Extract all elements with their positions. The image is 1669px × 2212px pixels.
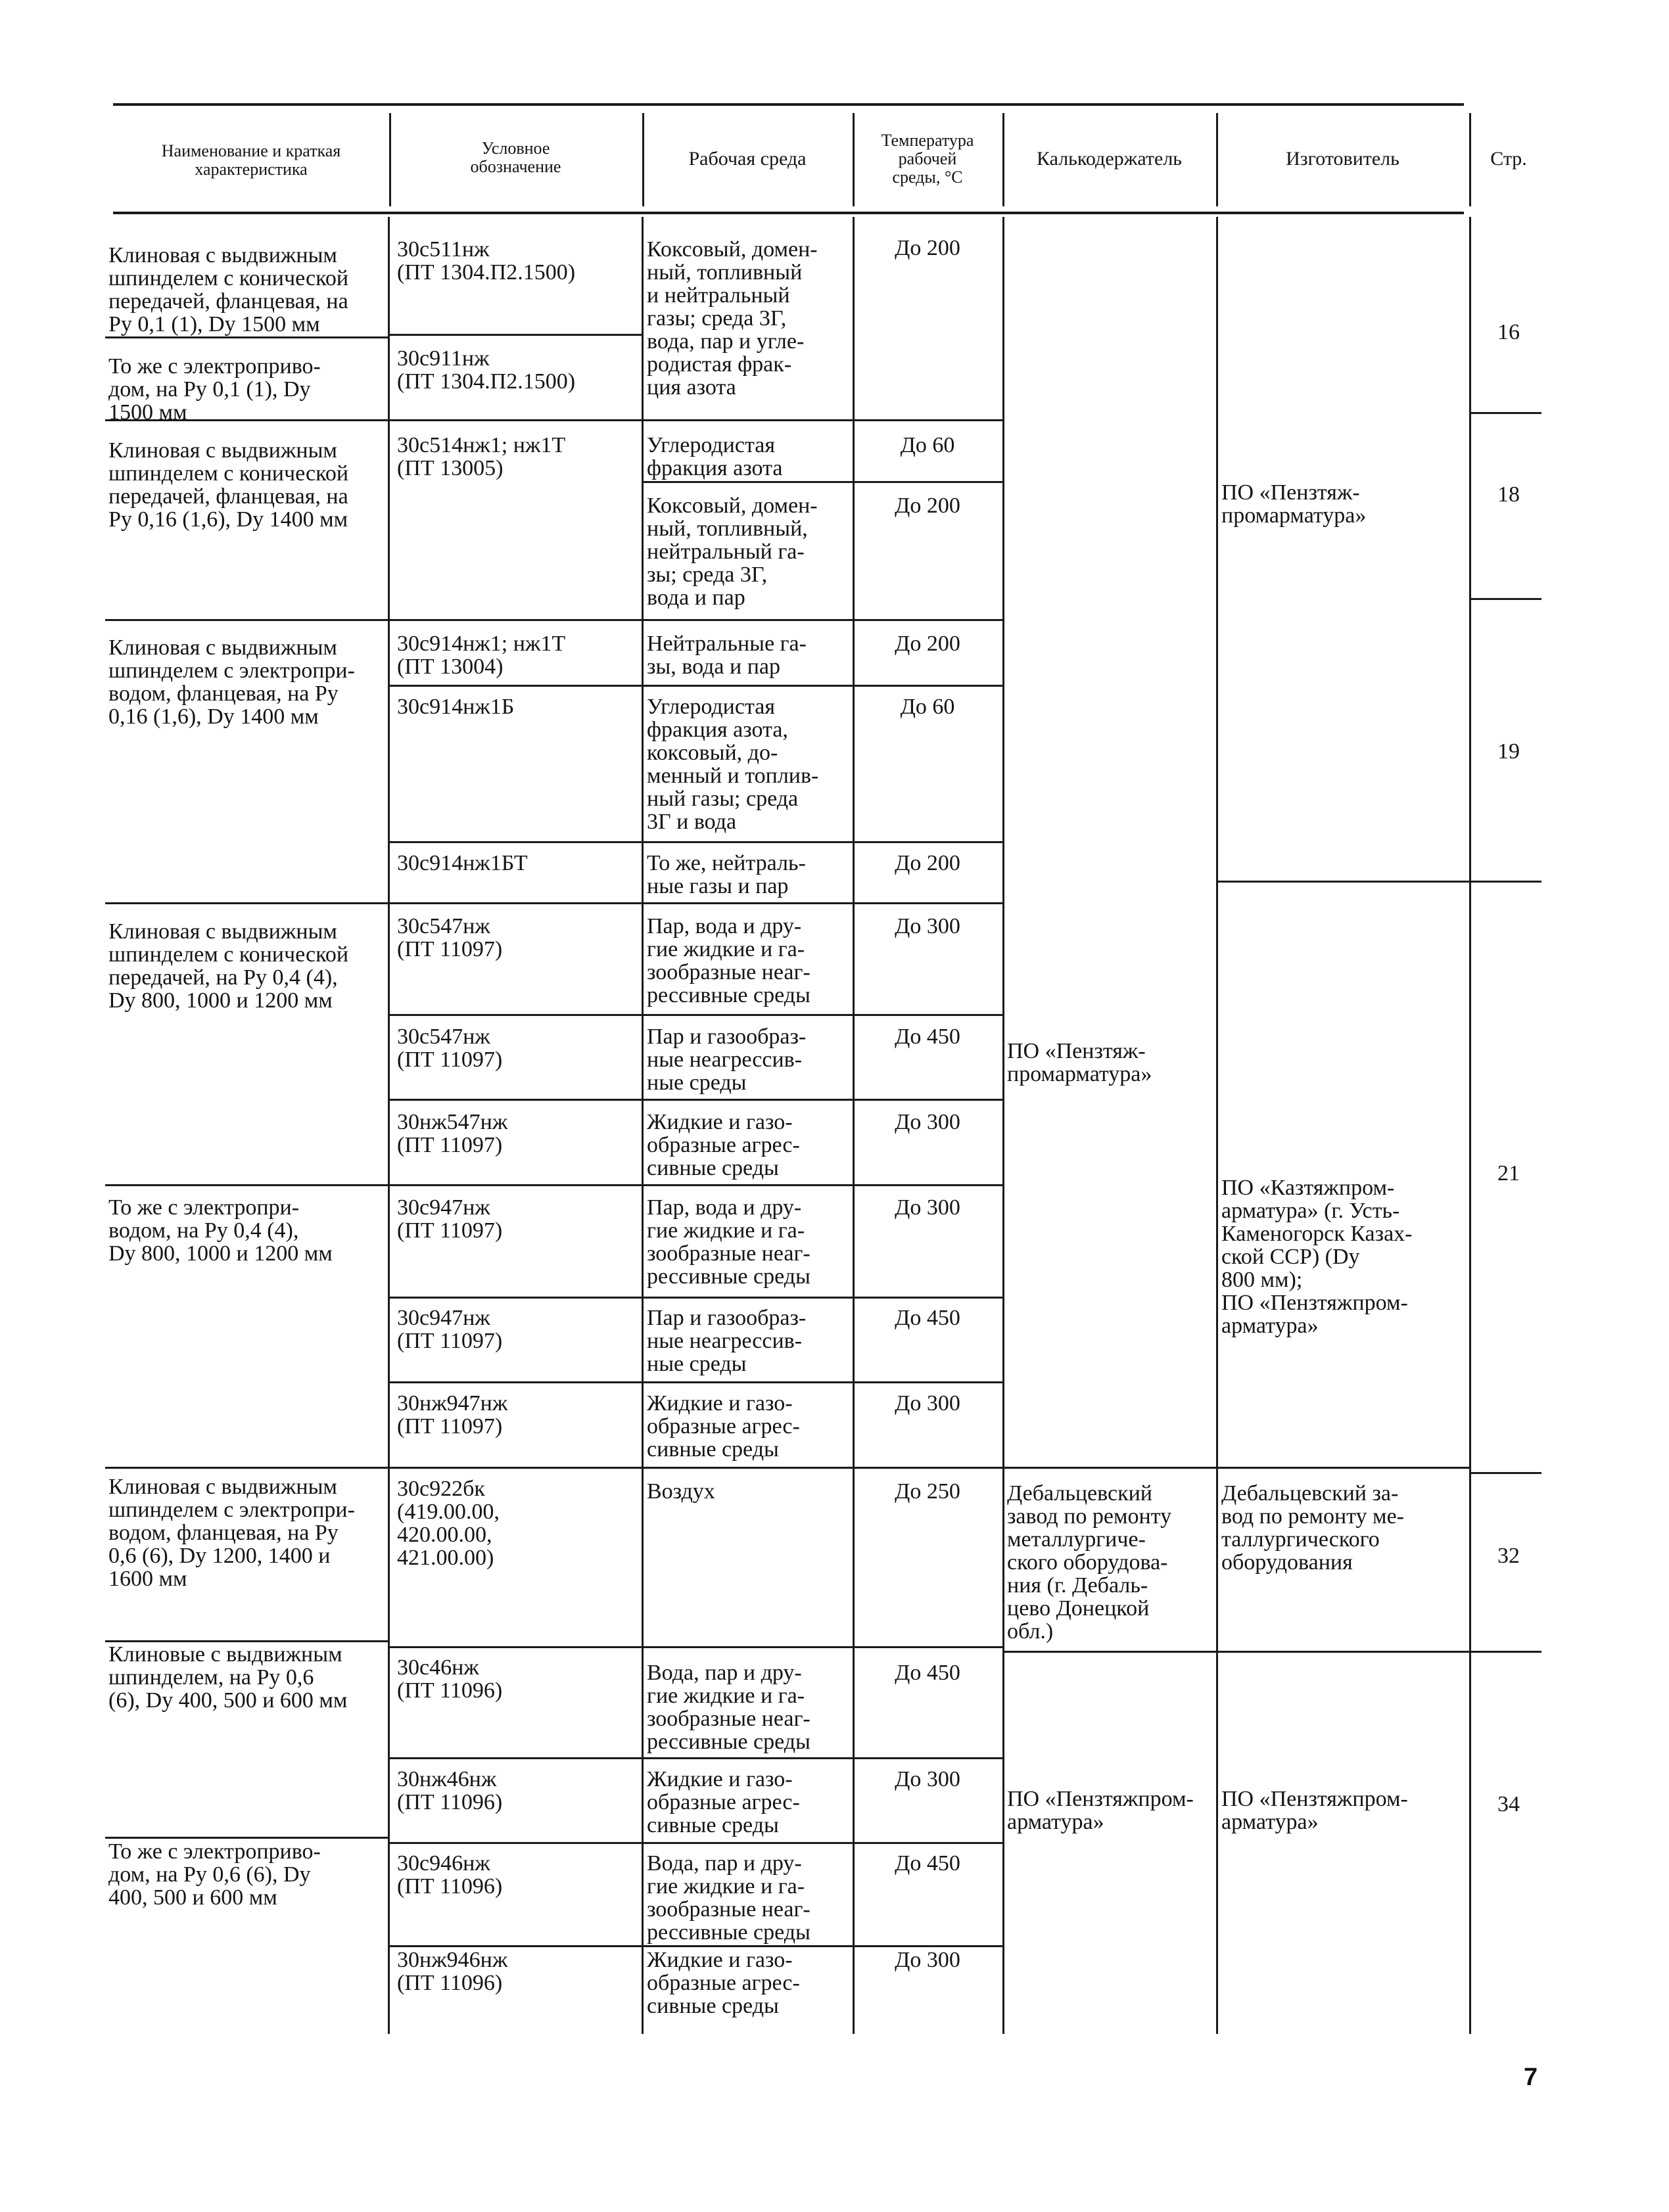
temperature: До 450 xyxy=(895,1306,960,1330)
working-medium: Углеродистая фракция азота, коксовый, до- менный и топлив- ный газы; среда 3Г и вода xyxy=(647,695,819,834)
row-divider xyxy=(642,1842,853,1844)
row-divider xyxy=(853,1014,1002,1016)
row-divider xyxy=(853,1381,1002,1383)
working-medium: Жидкие и газо- образные агрес- сивные среды xyxy=(647,1391,800,1462)
row-divider xyxy=(642,1646,853,1648)
row-divider xyxy=(853,902,1002,904)
working-medium: Пар, вода и дру- гие жидкие и га- зообразные неаг- рессивные среды xyxy=(647,914,811,1007)
temperature: До 60 xyxy=(900,433,955,457)
row-divider xyxy=(1469,1651,1541,1653)
page-ref: 32 xyxy=(1497,1544,1520,1568)
designation: 30с947нж (ПТ 11097) xyxy=(397,1195,503,1243)
designation: 30с46нж (ПТ 11096) xyxy=(397,1655,503,1703)
row-divider xyxy=(388,1646,642,1648)
row-divider xyxy=(642,1945,853,1947)
working-medium: Пар, вода и дру- гие жидкие и га- зообразные неаг- рессивные среды xyxy=(647,1195,811,1289)
page-ref: 21 xyxy=(1497,1161,1520,1186)
design-holder: ПО «Пензтяжпром- арматура» xyxy=(1007,1787,1194,1834)
body-col-divider xyxy=(642,217,644,2034)
valve-name: То же с электропри- водом, на Pу 0,4 (4), Dу 800, 1000 и 1200 мм xyxy=(108,1195,333,1266)
temperature: До 250 xyxy=(895,1479,960,1504)
working-medium: Пар и газообраз- ные неагрессив- ные среды xyxy=(647,1025,807,1095)
designation: 30нж46нж (ПТ 11096) xyxy=(397,1767,503,1814)
row-divider xyxy=(1469,881,1541,883)
working-medium: Коксовый, домен- ный, топливный, нейтральный га- зы; среда 3Г, вода и пар xyxy=(647,494,818,610)
row-divider xyxy=(853,1842,1002,1844)
working-medium: Вода, пар и дру- гие жидкие и га- зообразные неаг- рессивные среды xyxy=(647,1661,811,1754)
temperature: До 300 xyxy=(895,1391,960,1416)
designation: 30с911нж (ПТ 1304.П2.1500) xyxy=(397,346,576,394)
row-divider xyxy=(642,1757,853,1759)
row-divider xyxy=(105,902,388,904)
row-divider xyxy=(388,1184,642,1186)
body-col-divider xyxy=(1002,217,1004,2034)
temperature: До 60 xyxy=(900,695,955,719)
row-divider xyxy=(853,685,1002,687)
row-divider xyxy=(388,1099,642,1101)
row-divider xyxy=(1216,1467,1469,1469)
valve-name: То же с электроприво- дом, на Pу 0,1 (1), Dу 1500 мм xyxy=(108,354,321,425)
table-top-rule xyxy=(113,103,1464,106)
designation: 30с946нж (ПТ 11096) xyxy=(397,1851,503,1899)
header-col-divider xyxy=(853,113,855,206)
row-divider xyxy=(105,619,388,621)
valve-name: Клиновая с выдвижным шпинделем с конической передачей, фланцевая, на Pу 0,1 (1), Dу 1500 мм xyxy=(108,243,349,336)
designation: 30с947нж (ПТ 11097) xyxy=(397,1306,503,1353)
working-medium: Углеродистая фракция азота xyxy=(647,433,783,480)
temperature: До 300 xyxy=(895,1948,960,1972)
page-number: 7 xyxy=(1524,2063,1538,2091)
temperature: До 300 xyxy=(895,1767,960,1791)
manufacturer: ПО «Пензтяжпром- арматура» xyxy=(1221,1787,1408,1834)
header-page: Стр. xyxy=(1490,148,1527,170)
row-divider xyxy=(1469,412,1541,414)
row-divider xyxy=(105,1184,388,1186)
row-divider xyxy=(388,1945,642,1947)
header-manufacturer: Изготовитель xyxy=(1286,148,1399,170)
manufacturer: Дебальцевский за- вод по ремонту ме- таллургического оборудования xyxy=(1221,1481,1404,1575)
row-divider xyxy=(642,619,853,621)
row-divider xyxy=(1216,881,1469,883)
designation: 30с547нж (ПТ 11097) xyxy=(397,914,503,961)
working-medium: Пар и газообраз- ные неагрессив- ные среды xyxy=(647,1306,807,1376)
temperature: До 200 xyxy=(895,494,960,518)
row-divider xyxy=(642,1381,853,1383)
row-divider xyxy=(388,685,642,687)
row-divider xyxy=(853,841,1002,843)
row-divider xyxy=(388,1467,642,1469)
valve-name: Клиновая с выдвижным шпинделем с конической передачей, на Pу 0,4 (4), Dу 800, 1000 и 1200 мм xyxy=(108,919,349,1013)
row-divider xyxy=(853,419,1002,421)
row-divider xyxy=(1002,1651,1216,1653)
valve-name: Клиновая с выдвижным шпинделем с электропри- водом, фланцевая, на Pу 0,16 (1,6), Dу 1400 мм xyxy=(108,635,355,729)
row-divider xyxy=(1216,1651,1469,1653)
designation: 30нж946нж (ПТ 11096) xyxy=(397,1948,508,1995)
body-col-divider xyxy=(388,217,390,2034)
row-divider xyxy=(853,1646,1002,1648)
valve-name: То же с электроприво- дом, на Pу 0,6 (6), Dу 400, 500 и 600 мм xyxy=(108,1839,321,1910)
header-holder: Калькодержатель xyxy=(1037,148,1182,170)
design-holder: Дебальцевский завод по ремонту металлургиче- ского оборудова- ния (г. Дебаль- цево Донецкой обл.) xyxy=(1007,1481,1172,1644)
designation: 30с914нж1БТ xyxy=(397,851,528,875)
working-medium: Коксовый, домен- ный, топливный и нейтральный газы; среда 3Г, вода, пар и угле- родистая фрак- ция азота xyxy=(647,237,818,400)
working-medium: Вода, пар и дру- гие жидкие и га- зообразные неаг- рессивные среды xyxy=(647,1851,811,1945)
page-ref: 19 xyxy=(1497,739,1520,764)
row-divider xyxy=(853,1297,1002,1299)
row-divider xyxy=(853,1757,1002,1759)
working-medium: Жидкие и газо- образные агрес- сивные среды xyxy=(647,1948,800,2018)
header-medium: Рабочая среда xyxy=(688,148,807,170)
designation: 30с914нж1Б xyxy=(397,695,515,719)
row-divider xyxy=(853,1099,1002,1101)
row-divider xyxy=(105,336,388,338)
row-divider xyxy=(1002,1467,1216,1469)
header-name: Наименование и краткая характеристика xyxy=(161,141,341,179)
row-divider xyxy=(105,1837,388,1839)
row-divider xyxy=(1469,1472,1541,1474)
valve-name: Клиновые с выдвижным шпинделем, на Pу 0,6 (6), Dу 400, 500 и 600 мм xyxy=(108,1642,348,1713)
row-divider xyxy=(388,619,642,621)
temperature: До 200 xyxy=(895,236,960,260)
row-divider xyxy=(388,841,642,843)
header-col-divider xyxy=(389,113,391,206)
table-header-rule xyxy=(113,212,1464,214)
page-ref: 18 xyxy=(1497,482,1520,507)
row-divider xyxy=(642,685,853,687)
body-col-divider xyxy=(1216,217,1218,2034)
working-medium: То же, нейтраль- ные газы и пар xyxy=(647,851,806,898)
row-divider xyxy=(642,1099,853,1101)
row-divider xyxy=(642,419,853,421)
temperature: До 450 xyxy=(895,1851,960,1876)
working-medium: Воздух xyxy=(647,1479,715,1504)
page-ref: 16 xyxy=(1497,320,1520,344)
temperature: До 300 xyxy=(895,1195,960,1220)
row-divider xyxy=(853,619,1002,621)
designation: 30с514нж1; нж1Т (ПТ 13005) xyxy=(397,433,566,480)
temperature: До 450 xyxy=(895,1661,960,1685)
designation: 30нж547нж (ПТ 11097) xyxy=(397,1110,508,1157)
row-divider xyxy=(642,1014,853,1016)
row-divider xyxy=(388,334,642,336)
designation: 30с914нж1; нж1Т (ПТ 13004) xyxy=(397,632,566,679)
row-divider xyxy=(853,1467,1002,1469)
designation: 30с922бк (419.00.00, 420.00.00, 421.00.00) xyxy=(397,1477,500,1570)
manufacturer: ПО «Казтяжпром- арматура» (г. Усть- Каменогорск Казах- ской ССР) (Dу 800 мм); ПО «Пензтяжпром- арматура» xyxy=(1221,1176,1413,1338)
row-divider xyxy=(388,1842,642,1844)
designation: 30с511нж (ПТ 1304.П2.1500) xyxy=(397,237,576,285)
row-divider xyxy=(853,481,1002,483)
manufacturer: ПО «Пензтяж- промарматура» xyxy=(1221,480,1367,528)
temperature: До 450 xyxy=(895,1025,960,1049)
valve-name: Клиновая с выдвижным шпинделем с конической передачей, фланцевая, на Pу 0,16 (1,6), Dу 1400 мм xyxy=(108,438,349,532)
header-designation: Условное обозначение xyxy=(470,139,561,176)
header-temperature: Температура рабочей среды, °С xyxy=(881,131,974,187)
temperature: До 300 xyxy=(895,914,960,938)
header-col-divider xyxy=(1216,113,1218,206)
row-divider xyxy=(388,419,642,421)
designation: 30нж947нж (ПТ 11097) xyxy=(397,1391,508,1439)
row-divider xyxy=(105,1467,388,1469)
row-divider xyxy=(642,1184,853,1186)
page-ref: 34 xyxy=(1497,1792,1520,1816)
row-divider xyxy=(388,1757,642,1759)
row-divider xyxy=(388,1381,642,1383)
header-col-divider xyxy=(1002,113,1004,206)
design-holder: ПО «Пензтяж- промарматура» xyxy=(1007,1039,1152,1086)
row-divider xyxy=(388,1014,642,1016)
header-col-divider xyxy=(642,113,644,206)
temperature: До 200 xyxy=(895,632,960,656)
row-divider xyxy=(642,841,853,843)
row-divider xyxy=(388,902,642,904)
row-divider xyxy=(642,481,853,483)
designation: 30с547нж (ПТ 11097) xyxy=(397,1025,503,1072)
row-divider xyxy=(853,1184,1002,1186)
temperature: До 300 xyxy=(895,1110,960,1134)
working-medium: Жидкие и газо- образные агрес- сивные среды xyxy=(647,1767,800,1837)
temperature: До 200 xyxy=(895,851,960,875)
working-medium: Нейтральные га- зы, вода и пар xyxy=(647,632,807,679)
row-divider xyxy=(642,902,853,904)
row-divider xyxy=(853,1945,1002,1947)
row-divider xyxy=(388,1297,642,1299)
working-medium: Жидкие и газо- образные агрес- сивные среды xyxy=(647,1110,800,1180)
header-col-divider xyxy=(1469,113,1471,206)
valve-name: Клиновая с выдвижным шпинделем с электропри- водом, фланцевая, на Pу 0,6 (6), Dу 1200, 1400 и 1600 мм xyxy=(108,1475,355,1591)
row-divider xyxy=(1469,598,1541,600)
row-divider xyxy=(642,1467,853,1469)
row-divider xyxy=(642,1297,853,1299)
